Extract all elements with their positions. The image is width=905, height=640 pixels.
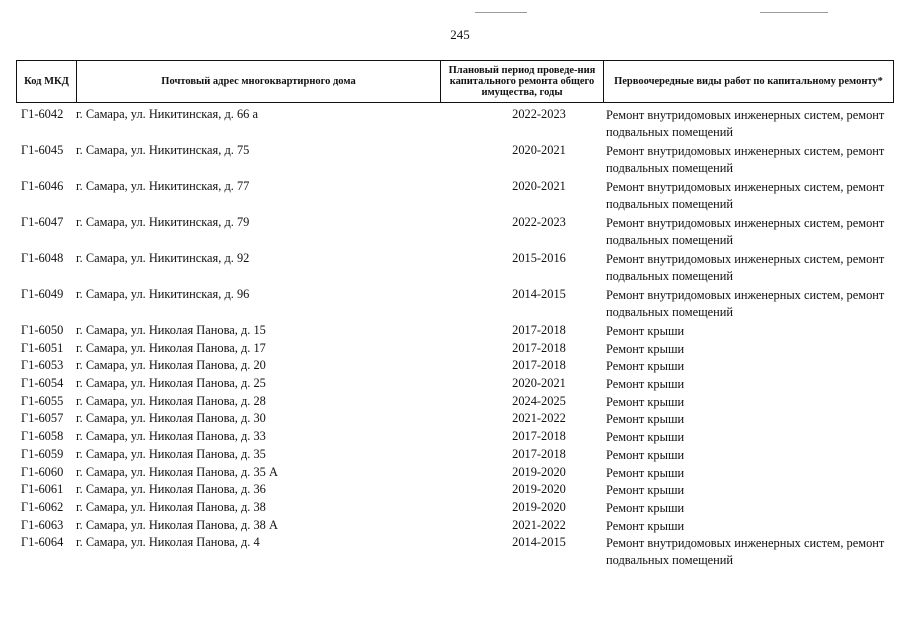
- row-works: Ремонт крыши: [606, 394, 685, 409]
- row-code: Г1-6061: [21, 482, 64, 497]
- row-period: 2017-2018: [512, 446, 566, 461]
- table-row: [16, 341, 896, 359]
- row-period: 2020-2021: [512, 143, 566, 157]
- row-works: Ремонт внутридомовых инженерных систем, ремонт подвальных помещений: [606, 216, 885, 247]
- row-works: Ремонт крыши: [606, 324, 685, 338]
- row-code: Г1-6054: [21, 376, 64, 391]
- table-row: [16, 251, 896, 287]
- row-code: Г1-6045: [21, 143, 64, 157]
- row-code: Г1-6048: [21, 251, 64, 265]
- table-row: [16, 323, 896, 341]
- table-row: [16, 500, 896, 518]
- row-period: 2014-2015: [512, 535, 566, 550]
- row-address: г. Самара, ул. Николая Панова, д. 30: [76, 411, 266, 426]
- row-address: г. Самара, ул. Николая Панова, д. 35: [76, 446, 266, 461]
- row-period: 2021-2022: [512, 517, 566, 532]
- row-works: Ремонт крыши: [606, 377, 685, 392]
- row-code: Г1-6049: [21, 287, 64, 301]
- table-row: [16, 179, 896, 215]
- row-period: 2021-2022: [512, 411, 566, 426]
- row-period: 2020-2021: [512, 376, 566, 391]
- row-period: 2017-2018: [512, 323, 566, 337]
- row-works: Ремонт крыши: [606, 447, 685, 462]
- header-address: Почтовый адрес многоквартирного дома: [77, 61, 441, 103]
- row-address: г. Самара, ул. Николая Панова, д. 36: [76, 482, 266, 497]
- row-address: г. Самара, ул. Николая Панова, д. 38: [76, 499, 266, 514]
- row-works: Ремонт крыши: [606, 465, 685, 480]
- table-row: [16, 518, 896, 536]
- row-period: 2022-2023: [512, 215, 566, 229]
- row-address: г. Самара, ул. Николая Панова, д. 20: [76, 358, 266, 373]
- row-address: г. Самара, ул. Никитинская, д. 96: [76, 287, 250, 301]
- row-works: Ремонт внутридомовых инженерных систем, ремонт подвальных помещений: [606, 180, 885, 211]
- row-address: г. Самара, ул. Николая Панова, д. 25: [76, 376, 266, 391]
- row-period: 2017-2018: [512, 429, 566, 444]
- row-code: Г1-6051: [21, 340, 64, 355]
- row-address: г. Самара, ул. Николая Панова, д. 28: [76, 393, 266, 408]
- row-address: г. Самара, ул. Никитинская, д. 77: [76, 179, 250, 193]
- row-code: Г1-6055: [21, 393, 64, 408]
- scan-artifact-left: [475, 12, 527, 13]
- row-address: г. Самара, ул. Никитинская, д. 66 а: [76, 107, 258, 121]
- row-period: 2015-2016: [512, 251, 566, 265]
- table-row: [16, 376, 896, 394]
- row-code: Г1-6042: [21, 107, 64, 121]
- row-code: Г1-6047: [21, 215, 64, 229]
- row-works: Ремонт внутридомовых инженерных систем, ремонт подвальных помещений: [606, 252, 885, 283]
- row-period: 2017-2018: [512, 358, 566, 373]
- row-code: Г1-6060: [21, 464, 64, 479]
- row-address: г. Самара, ул. Николая Панова, д. 38 А: [76, 517, 278, 532]
- row-works: Ремонт внутридомовых инженерных систем, ремонт подвальных помещений: [606, 108, 885, 139]
- row-period: 2024-2025: [512, 393, 566, 408]
- row-code: Г1-6058: [21, 429, 64, 444]
- scan-artifact-right: [760, 12, 828, 13]
- row-code: Г1-6059: [21, 446, 64, 461]
- row-works: Ремонт крыши: [606, 430, 685, 445]
- row-period: 2020-2021: [512, 179, 566, 193]
- row-period: 2019-2020: [512, 499, 566, 514]
- table-row: [16, 394, 896, 412]
- row-works: Ремонт крыши: [606, 412, 685, 427]
- row-period: 2022-2023: [512, 107, 566, 121]
- table-row: [16, 107, 896, 143]
- table-row: [16, 482, 896, 500]
- row-address: г. Самара, ул. Николая Панова, д. 35 А: [76, 464, 278, 479]
- row-code: Г1-6053: [21, 358, 64, 373]
- row-works: Ремонт крыши: [606, 341, 685, 356]
- row-code: Г1-6057: [21, 411, 64, 426]
- row-works: Ремонт крыши: [606, 518, 685, 533]
- table-row: [16, 535, 896, 571]
- row-address: г. Самара, ул. Никитинская, д. 75: [76, 143, 250, 157]
- row-works: Ремонт крыши: [606, 500, 685, 515]
- row-code: Г1-6062: [21, 499, 64, 514]
- row-period: 2019-2020: [512, 464, 566, 479]
- row-works: Ремонт крыши: [606, 483, 685, 498]
- row-code: Г1-6063: [21, 517, 64, 532]
- row-address: г. Самара, ул. Никитинская, д. 79: [76, 215, 250, 229]
- row-code: Г1-6050: [21, 323, 64, 337]
- row-code: Г1-6064: [21, 535, 64, 550]
- row-period: 2017-2018: [512, 340, 566, 355]
- row-address: г. Самара, ул. Николая Панова, д. 17: [76, 340, 266, 355]
- row-address: г. Самара, ул. Николая Панова, д. 4: [76, 535, 260, 550]
- row-period: 2019-2020: [512, 482, 566, 497]
- row-address: г. Самара, ул. Никитинская, д. 92: [76, 251, 250, 265]
- table-header: [16, 60, 894, 103]
- table-row: [16, 287, 896, 323]
- table-row: [16, 411, 896, 429]
- table-row: [16, 358, 896, 376]
- header-code: Код МКД: [17, 61, 77, 103]
- row-works: Ремонт внутридомовых инженерных систем, ремонт подвальных помещений: [606, 144, 885, 175]
- row-address: г. Самара, ул. Николая Панова, д. 33: [76, 429, 266, 444]
- row-works: Ремонт внутридомовых инженерных систем, ремонт подвальных помещений: [606, 536, 885, 567]
- page-number: 245: [450, 27, 470, 42]
- row-works: Ремонт внутридомовых инженерных систем, ремонт подвальных помещений: [606, 288, 885, 319]
- table-row: [16, 143, 896, 179]
- table-row: [16, 465, 896, 483]
- table-row: [16, 429, 896, 447]
- table-row: [16, 215, 896, 251]
- row-address: г. Самара, ул. Николая Панова, д. 15: [76, 323, 266, 337]
- table-body: [16, 107, 896, 571]
- row-code: Г1-6046: [21, 179, 64, 193]
- header-works: Первоочередные виды работ по капитальному ремонту*: [604, 61, 894, 103]
- row-works: Ремонт крыши: [606, 359, 685, 374]
- row-period: 2014-2015: [512, 287, 566, 301]
- table-row: [16, 447, 896, 465]
- header-period: Плановый период проведе-ния капитального ремонта общего имущества, годы: [441, 61, 604, 103]
